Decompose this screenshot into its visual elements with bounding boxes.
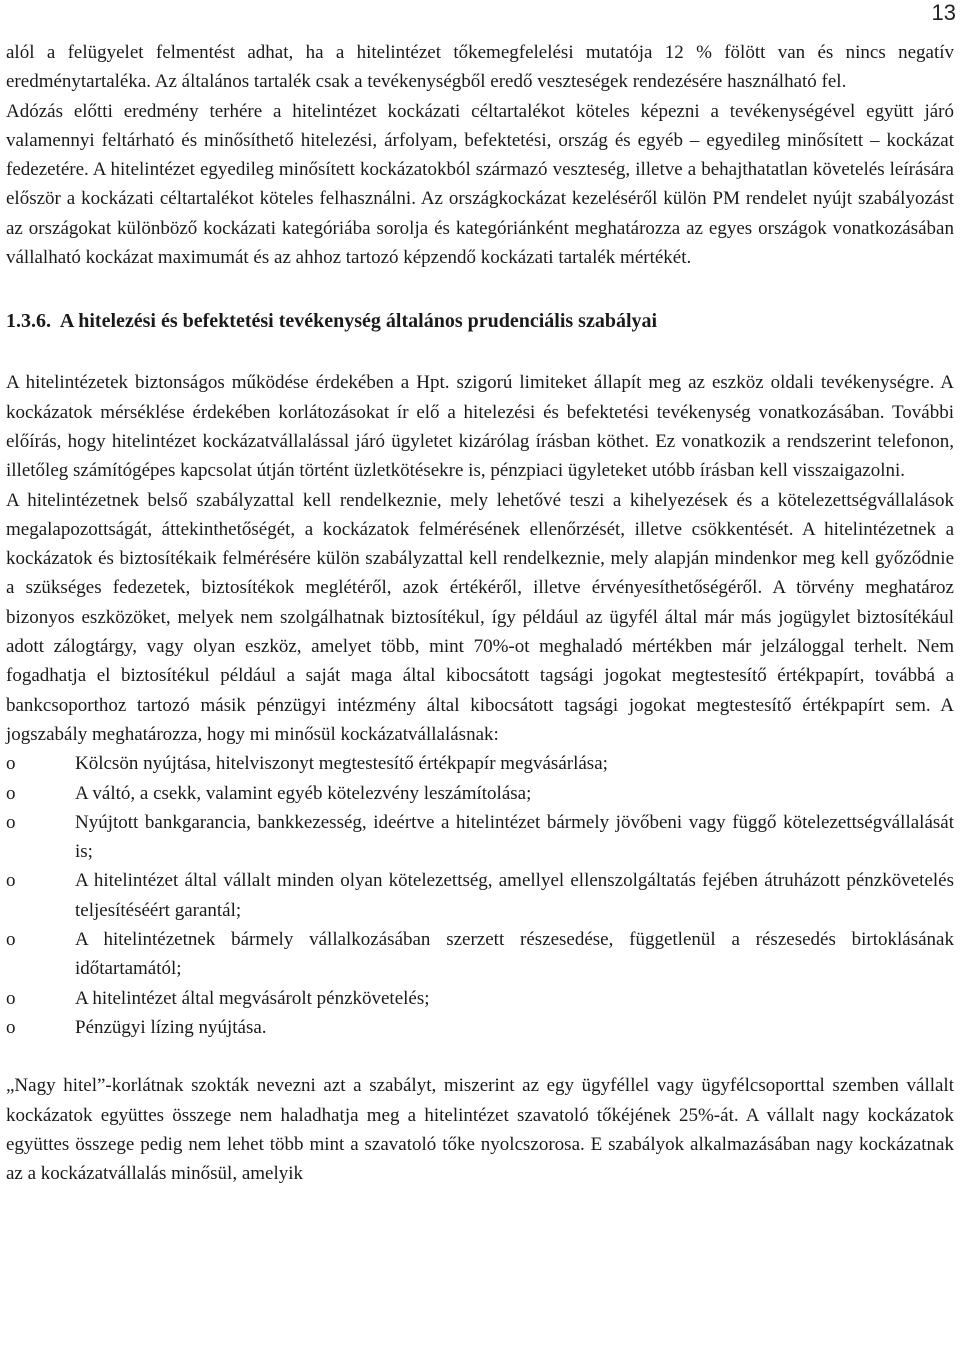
list-item-text: Kölcsön nyújtása, hitelviszonyt megtestesítő értékpapír megvásárlása; bbox=[75, 753, 608, 775]
list-item bbox=[6, 808, 954, 867]
list-item bbox=[6, 1013, 954, 1042]
paragraph: „Nagy hitel”-korlátnak szokták nevezni azt a szabályt, miszerint az egy ügyféllel vagy ügyfélcsoporttal szemben vállalt kockázatok együttes összege nem haladhatja meg a hitelintézet szavatoló tőkéjének 25%-át. A vállalt nagy kockázatok együttes összege pedig nem lehet több mint a szavatoló tőke nyolcszorosa. E szabályok alkalmazásában nagy kockázatnak az a kockázatvállalás minősül, amelyik bbox=[6, 1075, 954, 1185]
section-title: A hitelezési és befektetési tevékenység általános prudenciális szabályai bbox=[59, 310, 658, 333]
bullet-marker: o bbox=[6, 870, 16, 892]
bullet-marker: o bbox=[6, 782, 16, 804]
document-body bbox=[6, 38, 954, 1188]
bullet-marker: o bbox=[6, 929, 16, 951]
list-item bbox=[6, 779, 954, 808]
list-item-text: A hitelintézet által vállalt minden olyan kötelezettség, amellyel ellenszolgáltatás fejében átruházott pénzkövetelés teljesítéséért garantál; bbox=[75, 870, 954, 921]
list-item-text: Nyújtott bankgarancia, bankkezesség, ideértve a hitelintézet bármely jövőbeni vagy függő kötelezettségvállalását is; bbox=[75, 811, 954, 863]
list-item-text: A hitelintézetnek bármely vállalkozásában szerzett részesedése, függetlenül a részesedés birtoklásának időtartamától; bbox=[75, 929, 954, 980]
bullet-marker: o bbox=[6, 1016, 16, 1038]
list-item-text: Pénzügyi lízing nyújtása. bbox=[75, 1016, 267, 1038]
bullet-marker: o bbox=[6, 987, 16, 1009]
section-number: 1.3.6. bbox=[6, 310, 51, 333]
section-heading bbox=[6, 307, 954, 336]
list-item-text: A hitelintézet által megvásárolt pénzkövetelés; bbox=[75, 987, 430, 1009]
bullet-marker: o bbox=[6, 753, 16, 775]
list-item bbox=[6, 984, 954, 1013]
bullet-marker: o bbox=[6, 811, 16, 833]
list-item bbox=[6, 925, 954, 984]
paragraph: A hitelintézetnek belső szabályzattal kell rendelkeznie, mely lehetővé teszi a kihelyezések és a kötelezettségvállalások megalapozottságát, áttekinthetőségét, a kockázatok felmérésének ellenőrzését, illetve csökkentését. A hitelintézetnek a kockázatok és biztosítékaik felmérésére külön szabályzattal kell rendelkeznie, mely alapján mindenkor meg kell győződnie a szükséges fedezetek, biztosítékok meglétéről, azok értékéről, illetve érvényesíthetőségéről. A törvény meghatároz bizonyos eszközöket, melyek nem szolgálhatnak biztosítékul, így például az ügyfél által már más jogügylet biztosítékául adott zálogtárgy, vagy olyan eszköz, amelyet több, mint 70%-ot meghaladó mértékben már jelzáloggal terhelt. Nem fogadhatja el biztosítékul például a saját maga által kibocsátott tagsági jogokat megtestesítő értékpapírt, továbbá a bankcsoporthoz tartozó másik pénzügyi intézmény által kibocsátott tagsági jogokat megtestesítő értékpapírt sem. A jogszabály meghatározza, hogy mi minősül kockázatvállalásnak: bbox=[6, 489, 954, 745]
list-item bbox=[6, 749, 954, 778]
bullet-list bbox=[6, 749, 954, 1042]
page-number: 13 bbox=[931, 0, 956, 25]
paragraph: A hitelintézetek biztonságos működése érdekében a Hpt. szigorú limiteket állapít meg az eszköz oldali tevékenységre. A kockázatok mérséklése érdekében korlátozásokat ír elő a hitelezési és befektetési tevékenység vonatkozásában. További előírás, hogy hitelintézet kockázatvállalással járó ügyletet kizárólag írásban köthet. Ez vonatkozik a rendszerint telefonon, illetőleg számítógépes kapcsolat útján történt üzletkötésekre is, pénzpiaci ügyleteket utóbb írásban kell visszaigazolni. bbox=[6, 372, 954, 482]
paragraph: alól a felügyelet felmentést adhat, ha a hitelintézet tőkemegfelelési mutatója 12 % fölött van és nincs negatív eredménytartaléka. Az általános tartalék csak a tevékenységből eredő veszteségek rendezésére használható fel. bbox=[6, 42, 954, 93]
list-item-text: A váltó, a csekk, valamint egyéb kötelezvény leszámítolása; bbox=[75, 782, 532, 804]
spacer bbox=[6, 1042, 954, 1071]
paragraph: Adózás előtti eredmény terhére a hitelintézet kockázati céltartalékot köteles képezni a tevékenységével együtt járó valamennyi feltárható és minősíthető hitelezési, árfolyam, befektetési, ország és egyéb – egyedileg minősített – kockázat fedezetére. A hitelintézet egyedileg minősített kockázatokból származó veszteség, illetve a behajthatatlan követelés leírására először a kockázati céltartalékot köteles felhasználni. Az országkockázat kezeléséről külön PM rendelet nyújt szabályozást az országokat különböző kockázati kategóriába sorolja és kategóriánként meghatározza az egyes országok vonatkozásában vállalható kockázat maximumát és az ahhoz tartozó képzendő kockázati tartalék mértékét. bbox=[6, 100, 954, 269]
list-item bbox=[6, 866, 954, 925]
